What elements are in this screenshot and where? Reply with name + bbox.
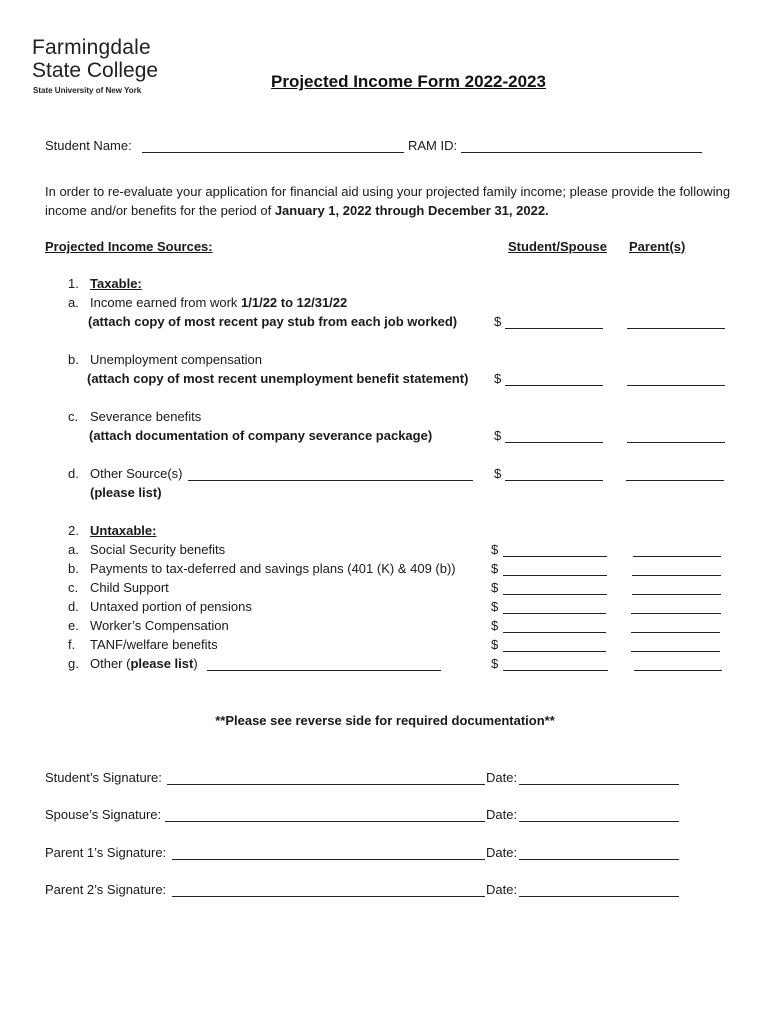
taxable-a-note: (attach copy of most recent pay stub from each job worked) — [88, 314, 458, 329]
taxable-number: 1. — [68, 276, 79, 291]
taxable-c-label: Severance benefits — [90, 409, 202, 424]
dollar-sign: $ — [494, 371, 502, 386]
column-header-sources: Projected Income Sources: — [45, 239, 213, 254]
student-date-label: Date: — [486, 770, 518, 785]
taxable-d-letter: d. — [68, 466, 79, 481]
untaxable-g-label: Other (please list) — [90, 656, 198, 671]
untaxable-a-label: Social Security benefits — [90, 542, 226, 557]
untaxable-f-student-field[interactable] — [503, 651, 606, 652]
untaxable-a-parent-field[interactable] — [633, 556, 721, 557]
parent1-signature-label: Parent 1’s Signature: — [45, 845, 167, 860]
dollar-sign: $ — [491, 599, 499, 614]
dollar-sign: $ — [494, 428, 502, 443]
untaxable-e-student-field[interactable] — [503, 632, 606, 633]
spouse-date-field[interactable] — [519, 821, 679, 822]
taxable-b-parent-field[interactable] — [627, 385, 725, 386]
untaxable-b-label: Payments to tax-deferred and savings plans (401 (K) & 409 (b)) — [90, 561, 456, 576]
untaxable-g-student-field[interactable] — [503, 670, 608, 671]
untaxable-g-letter: g. — [68, 656, 79, 671]
taxable-d-source-field[interactable] — [188, 480, 473, 481]
dollar-sign: $ — [494, 314, 502, 329]
taxable-a-student-field[interactable] — [505, 328, 603, 329]
taxable-b-label: Unemployment compensation — [90, 352, 262, 367]
untaxable-heading: Untaxable: — [90, 523, 157, 538]
dollar-sign: $ — [491, 656, 499, 671]
parent2-signature-label: Parent 2’s Signature: — [45, 882, 167, 897]
column-header-parents: Parent(s) — [629, 239, 686, 254]
dollar-sign: $ — [491, 542, 499, 557]
untaxable-c-student-field[interactable] — [503, 594, 607, 595]
student-signature-label: Student’s Signature: — [45, 770, 162, 785]
untaxable-a-letter: a. — [68, 542, 79, 557]
dollar-sign: $ — [491, 618, 499, 633]
untaxable-e-label: Worker’s Compensation — [90, 618, 229, 633]
parent1-date-label: Date: — [486, 845, 518, 860]
parent2-signature-field[interactable] — [172, 896, 485, 897]
untaxable-g-source-field[interactable] — [207, 670, 441, 671]
parent1-date-field[interactable] — [519, 859, 679, 860]
untaxable-e-parent-field[interactable] — [631, 632, 720, 633]
logo-line-2: State College — [32, 59, 159, 82]
reverse-side-note: **Please see reverse side for required documentation** — [215, 713, 555, 728]
untaxable-d-parent-field[interactable] — [631, 613, 721, 614]
untaxable-f-label: TANF/welfare benefits — [90, 637, 218, 652]
dollar-sign: $ — [491, 561, 499, 576]
column-header-student-spouse: Student/Spouse — [508, 239, 607, 254]
taxable-c-student-field[interactable] — [505, 442, 603, 443]
form-title: Projected Income Form 2022-2023 — [271, 72, 546, 91]
untaxable-b-letter: b. — [68, 561, 79, 576]
untaxable-b-parent-field[interactable] — [632, 575, 721, 576]
untaxable-d-student-field[interactable] — [503, 613, 606, 614]
parent1-signature-field[interactable] — [172, 859, 485, 860]
taxable-a-parent-field[interactable] — [627, 328, 725, 329]
taxable-c-parent-field[interactable] — [627, 442, 725, 443]
untaxable-e-letter: e. — [68, 618, 79, 633]
student-date-field[interactable] — [519, 784, 679, 785]
untaxable-number: 2. — [68, 523, 79, 538]
taxable-c-letter: c. — [68, 409, 79, 424]
taxable-b-letter: b. — [68, 352, 79, 367]
taxable-b-note: (attach copy of most recent unemployment benefit statement) — [87, 371, 469, 386]
student-name-label: Student Name: — [45, 138, 132, 153]
untaxable-c-letter: c. — [68, 580, 79, 595]
untaxable-a-student-field[interactable] — [503, 556, 607, 557]
untaxable-c-label: Child Support — [90, 580, 169, 595]
taxable-a-letter: a. — [68, 295, 79, 310]
taxable-d-parent-field[interactable] — [626, 480, 724, 481]
logo-line-1: Farmingdale — [32, 36, 151, 59]
untaxable-b-student-field[interactable] — [503, 575, 607, 576]
parent2-date-label: Date: — [486, 882, 518, 897]
taxable-b-student-field[interactable] — [505, 385, 603, 386]
untaxable-f-parent-field[interactable] — [631, 651, 720, 652]
untaxable-c-parent-field[interactable] — [632, 594, 721, 595]
logo-line-3: State University of New York — [33, 86, 142, 95]
dollar-sign: $ — [491, 580, 499, 595]
parent2-date-field[interactable] — [519, 896, 679, 897]
taxable-heading: Taxable: — [90, 276, 142, 291]
untaxable-d-letter: d. — [68, 599, 79, 614]
student-signature-field[interactable] — [167, 784, 485, 785]
ram-id-field[interactable] — [461, 152, 702, 153]
taxable-a-label: Income earned from work 1/1/22 to 12/31/22 — [90, 295, 348, 310]
taxable-c-note: (attach documentation of company severance package) — [89, 428, 433, 443]
untaxable-d-label: Untaxed portion of pensions — [90, 599, 252, 614]
student-name-field[interactable] — [142, 152, 404, 153]
spouse-signature-field[interactable] — [165, 821, 485, 822]
intro-paragraph: In order to re-evaluate your application for financial aid using your projected family income; please provide the following income and/or benefits for the period of January 1, 2022 through December 31, 2022. — [45, 184, 731, 218]
taxable-d-label: Other Source(s) — [90, 466, 183, 481]
spouse-signature-label: Spouse’s Signature: — [45, 807, 162, 822]
untaxable-g-parent-field[interactable] — [634, 670, 722, 671]
taxable-d-note: (please list) — [90, 485, 162, 500]
dollar-sign: $ — [494, 466, 502, 481]
spouse-date-label: Date: — [486, 807, 518, 822]
untaxable-f-letter: f. — [68, 637, 76, 652]
taxable-d-student-field[interactable] — [505, 480, 603, 481]
ram-id-label: RAM ID: — [408, 138, 458, 153]
dollar-sign: $ — [491, 637, 499, 652]
